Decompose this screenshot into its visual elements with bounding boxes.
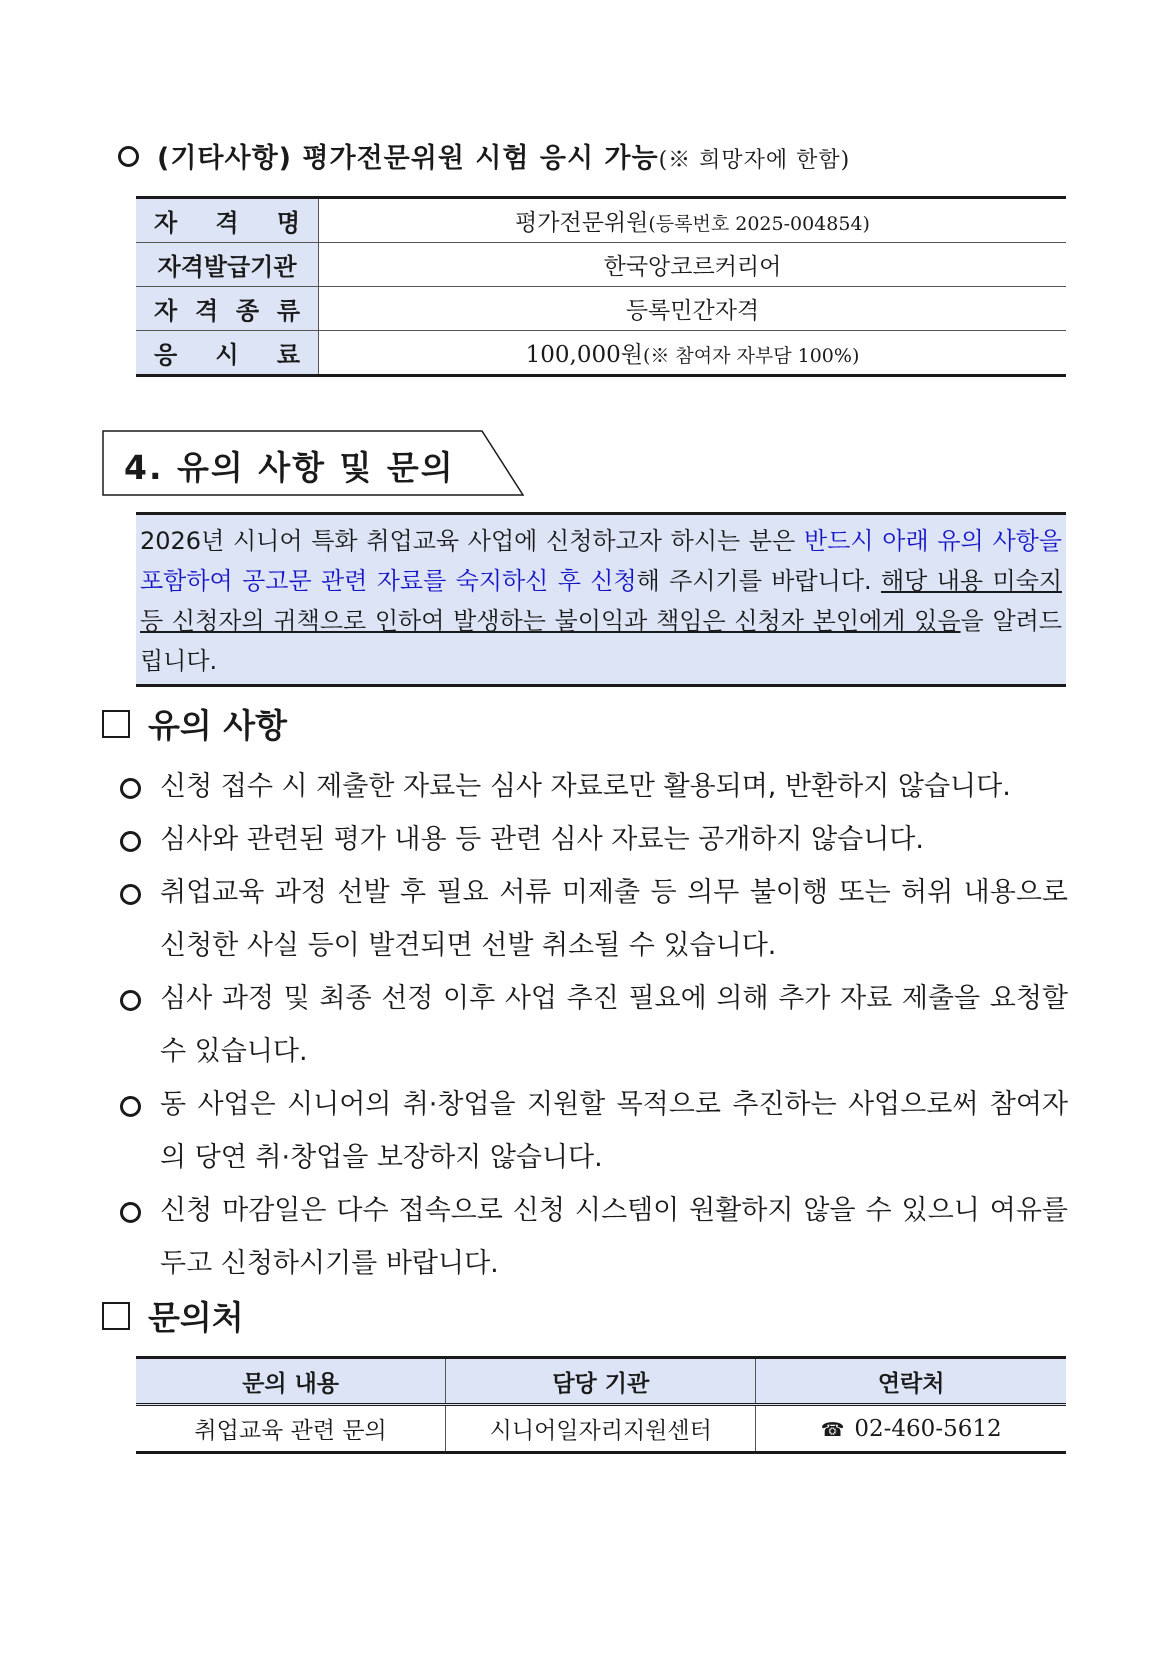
qualification-value: 등록민간자격 — [319, 287, 1067, 331]
section-header — [102, 430, 525, 496]
section-title: 4. 유의 사항 및 문의 — [124, 448, 455, 487]
contact-heading: 문의처 — [102, 1292, 244, 1339]
other-notes-note: (※ 희망자에 한함) — [658, 148, 851, 173]
contact-phone — [756, 1405, 1066, 1453]
table-row — [136, 287, 1066, 331]
column-header: 연락처 — [756, 1358, 1066, 1405]
table-row — [136, 1405, 1066, 1453]
list-item: 심사 과정 및 최종 선정 이후 사업 추진 필요에 의해 추가 자료 제출을 요청할 수 있습니다. — [118, 972, 1068, 1078]
qualification-label: 자 격 명 — [136, 198, 319, 243]
table-row — [136, 198, 1066, 243]
notice-box — [136, 512, 1066, 687]
list-item: 신청 접수 시 제출한 자료는 심사 자료로만 활용되며, 반환하지 않습니다. — [118, 760, 1068, 813]
list-item: 심사와 관련된 평가 내용 등 관련 심사 자료는 공개하지 않습니다. — [118, 813, 1068, 866]
notice-underlined: 해당 내용 미숙지 등 신청자의 귀책으로 인하여 발생하는 불이익과 책임은 신청자 본인에게 있음 — [140, 567, 1062, 635]
other-notes-bullet — [118, 136, 850, 175]
circle-bullet-icon — [120, 990, 141, 1011]
notice-text: 해 주시기를 바랍니다. — [636, 567, 881, 595]
notice-text: 2026년 시니어 특화 취업교육 사업에 신청하고자 하시는 분은 — [140, 527, 805, 555]
square-bullet-icon — [102, 1302, 130, 1330]
cautions-list — [118, 760, 1068, 1290]
phone-icon: ☎ — [820, 1418, 845, 1441]
column-header: 문의 내용 — [136, 1358, 446, 1405]
phone-number[interactable]: 02-460-5612 — [854, 1415, 1002, 1442]
column-header: 담당 기관 — [446, 1358, 756, 1405]
square-bullet-icon — [102, 710, 130, 738]
circle-bullet-icon — [120, 831, 141, 852]
qualification-table — [136, 196, 1066, 377]
circle-bullet-icon — [120, 1202, 141, 1223]
qualification-value: 평가전문위원(등록번호 2025-004854) — [319, 198, 1067, 243]
notice-text: 을 알려드립니다. — [140, 607, 1063, 675]
qualification-label: 자격발급기관 — [136, 243, 319, 287]
circle-bullet-icon — [120, 778, 141, 799]
circle-bullet-icon — [120, 1096, 141, 1117]
list-item: 신청 마감일은 다수 접속으로 신청 시스템이 원활하지 않을 수 있으니 여유를 두고 신청하시기를 바랍니다. — [118, 1184, 1068, 1290]
notice-emphasis: 반드시 아래 유의 사항을 포함하여 공고문 관련 자료를 숙지하신 후 신청 — [140, 527, 1062, 595]
circle-bullet-icon — [120, 884, 141, 905]
contact-topic: 취업교육 관련 문의 — [136, 1405, 446, 1453]
table-row — [136, 243, 1066, 287]
circle-bullet-icon — [118, 146, 139, 167]
qualification-value: 한국앙코르커리어 — [319, 243, 1067, 287]
list-item: 취업교육 과정 선발 후 필요 서류 미제출 등 의무 불이행 또는 허위 내용으로 신청한 사실 등이 발견되면 선발 취소될 수 있습니다. — [118, 866, 1068, 972]
table-row — [136, 331, 1066, 376]
other-notes-text: (기타사항) 평가전문위원 시험 응시 가능 — [157, 143, 659, 174]
contact-agency: 시니어일자리지원센터 — [446, 1405, 756, 1453]
table-header-row — [136, 1358, 1066, 1405]
contact-table — [136, 1356, 1066, 1454]
qualification-label: 응 시 료 — [136, 331, 319, 376]
qualification-label: 자 격 종 류 — [136, 287, 319, 331]
cautions-heading: 유의 사항 — [102, 700, 287, 747]
qualification-value: 100,000원(※ 참여자 자부담 100%) — [525, 342, 860, 368]
list-item: 동 사업은 시니어의 취·창업을 지원할 목적으로 추진하는 사업으로써 참여자의 당연 취·창업을 보장하지 않습니다. — [118, 1078, 1068, 1184]
